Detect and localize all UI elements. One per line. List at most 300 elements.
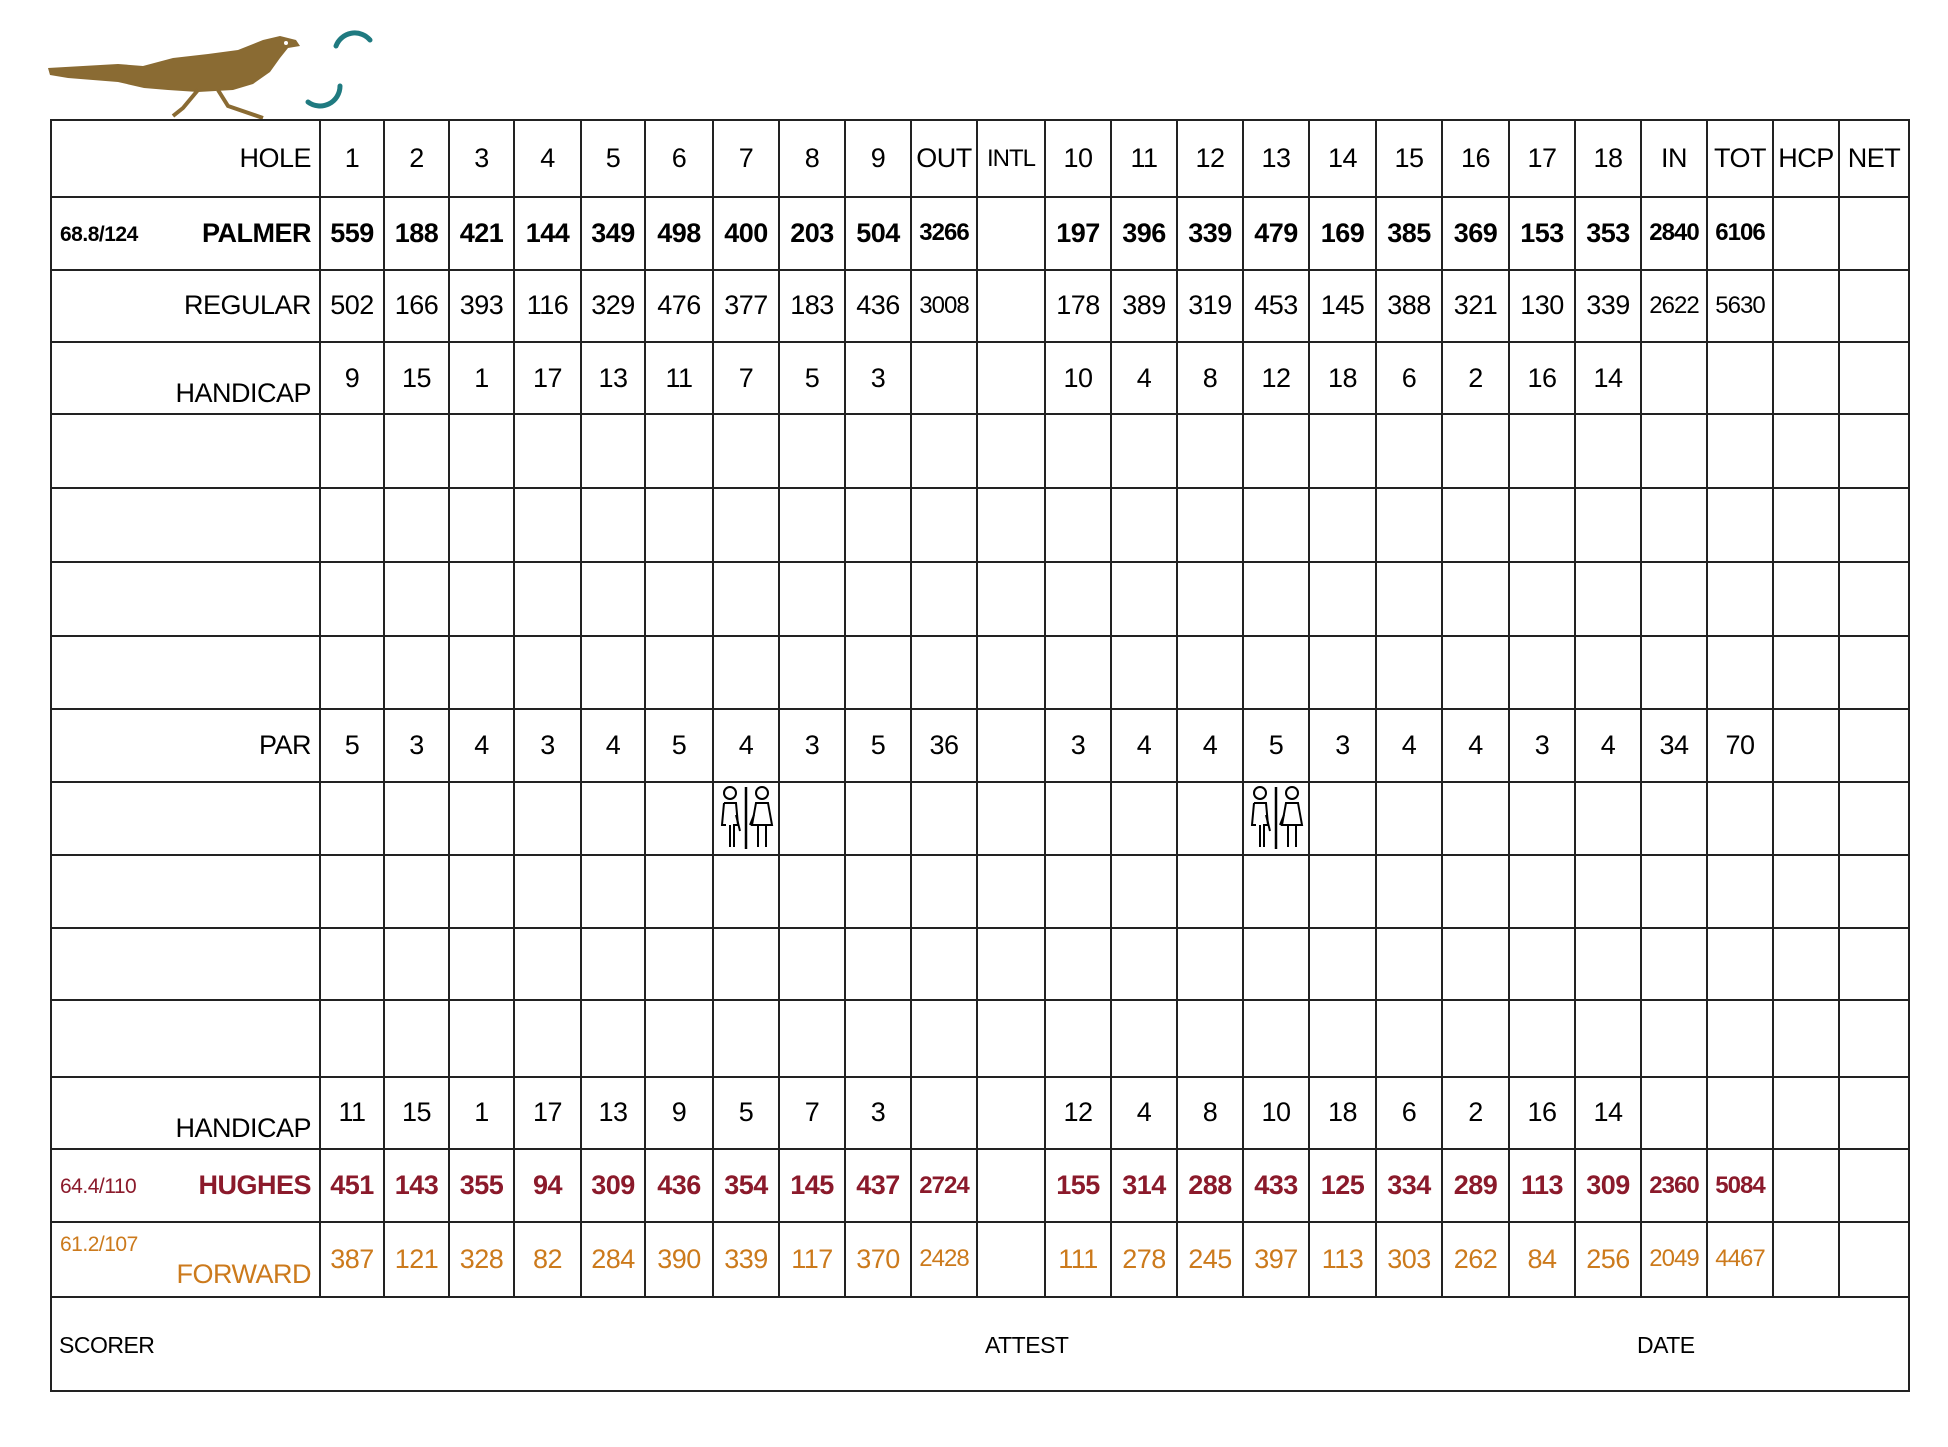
score-cell[interactable]	[845, 855, 911, 928]
score-cell[interactable]	[1111, 1000, 1177, 1076]
score-cell[interactable]	[1309, 562, 1376, 636]
score-cell: 2724	[911, 1149, 977, 1222]
score-cell[interactable]	[911, 782, 977, 855]
row-label: REGULAR	[183, 290, 311, 321]
score-cell[interactable]	[581, 636, 645, 709]
score-cell[interactable]	[384, 562, 449, 636]
score-cell[interactable]	[645, 488, 713, 561]
score-cell[interactable]	[1177, 414, 1243, 488]
score-cell[interactable]	[514, 414, 581, 488]
row-label-cell	[51, 488, 320, 561]
score-cell: 13	[1243, 120, 1309, 197]
score-cell[interactable]	[1376, 488, 1442, 561]
score-cell: 166	[384, 270, 449, 342]
score-cell[interactable]	[1575, 488, 1641, 561]
score-cell[interactable]	[1509, 414, 1575, 488]
score-cell[interactable]	[1707, 636, 1773, 709]
score-cell[interactable]	[1509, 855, 1575, 928]
score-cell[interactable]	[713, 782, 779, 855]
score-cell: 303	[1376, 1222, 1442, 1296]
score-cell[interactable]	[845, 414, 911, 488]
score-cell	[977, 1149, 1045, 1222]
score-cell[interactable]	[1376, 562, 1442, 636]
score-cell: 4	[1376, 709, 1442, 781]
score-cell[interactable]	[1641, 562, 1707, 636]
score-cell: 3	[845, 1077, 911, 1149]
score-cell[interactable]	[581, 488, 645, 561]
score-cell[interactable]	[449, 928, 514, 1000]
score-cell[interactable]	[384, 855, 449, 928]
score-cell[interactable]	[1045, 782, 1111, 855]
score-cell	[1773, 1077, 1839, 1149]
score-cell[interactable]	[1177, 855, 1243, 928]
handicap-row	[51, 1077, 1909, 1149]
score-cell: 393	[449, 270, 514, 342]
score-cell[interactable]	[977, 928, 1045, 1000]
score-cell[interactable]	[1839, 782, 1909, 855]
score-cell[interactable]	[514, 928, 581, 1000]
score-cell[interactable]	[384, 928, 449, 1000]
score-cell: 145	[1309, 270, 1376, 342]
score-cell: 3	[514, 709, 581, 781]
score-cell[interactable]	[1243, 1000, 1309, 1076]
score-cell[interactable]	[1177, 636, 1243, 709]
score-cell: 479	[1243, 197, 1309, 269]
score-cell[interactable]	[1376, 414, 1442, 488]
regular-tee-row	[51, 270, 1909, 342]
score-cell[interactable]	[1376, 782, 1442, 855]
palmer-tee-row	[51, 197, 1909, 269]
score-cell[interactable]	[384, 414, 449, 488]
score-cell: 18	[1575, 120, 1641, 197]
score-cell[interactable]	[384, 1000, 449, 1076]
score-cell: 2	[1442, 342, 1509, 414]
score-cell[interactable]	[449, 414, 514, 488]
score-cell: 389	[1111, 270, 1177, 342]
score-cell[interactable]	[1177, 782, 1243, 855]
score-cell[interactable]	[1509, 1000, 1575, 1076]
row-label-cell	[51, 120, 320, 197]
score-cell[interactable]	[1509, 782, 1575, 855]
score-cell[interactable]	[1641, 1000, 1707, 1076]
score-cell: OUT	[911, 120, 977, 197]
score-cell[interactable]	[1773, 855, 1839, 928]
roadrunner-leg	[173, 90, 263, 118]
score-cell[interactable]	[1376, 1000, 1442, 1076]
score-cell	[1839, 709, 1909, 781]
score-cell[interactable]	[1309, 782, 1376, 855]
row-label-cell	[51, 636, 320, 709]
logo-arc-bottom	[308, 86, 340, 106]
score-cell[interactable]	[320, 414, 384, 488]
score-cell[interactable]	[384, 782, 449, 855]
score-cell[interactable]	[911, 488, 977, 561]
score-cell[interactable]	[449, 855, 514, 928]
hole-row	[51, 120, 1909, 197]
score-cell: 9	[645, 1077, 713, 1149]
score-cell[interactable]	[514, 488, 581, 561]
score-cell[interactable]	[1243, 928, 1309, 1000]
score-cell[interactable]	[1177, 562, 1243, 636]
score-cell[interactable]	[1309, 636, 1376, 709]
score-cell[interactable]	[320, 1000, 384, 1076]
score-cell[interactable]	[1111, 928, 1177, 1000]
score-cell: 130	[1509, 270, 1575, 342]
score-cell[interactable]	[779, 782, 845, 855]
score-cell[interactable]	[779, 636, 845, 709]
score-cell[interactable]	[1442, 488, 1509, 561]
score-cell[interactable]	[779, 414, 845, 488]
score-cell: 36	[911, 709, 977, 781]
score-cell[interactable]	[1309, 414, 1376, 488]
score-cell[interactable]	[1707, 855, 1773, 928]
score-cell[interactable]	[1177, 488, 1243, 561]
score-cell: 288	[1177, 1149, 1243, 1222]
score-cell[interactable]	[1707, 928, 1773, 1000]
score-cell[interactable]	[1243, 782, 1309, 855]
score-cell[interactable]	[1376, 855, 1442, 928]
score-cell: 10	[1045, 120, 1111, 197]
score-cell[interactable]	[977, 855, 1045, 928]
score-cell	[1773, 1149, 1839, 1222]
score-cell[interactable]	[977, 636, 1045, 709]
score-cell[interactable]	[977, 414, 1045, 488]
score-cell[interactable]	[1641, 855, 1707, 928]
score-cell[interactable]	[1442, 414, 1509, 488]
signature-row	[51, 1297, 1909, 1391]
score-cell: 3	[384, 709, 449, 781]
score-cell[interactable]	[1641, 782, 1707, 855]
score-cell[interactable]	[581, 414, 645, 488]
score-cell[interactable]	[845, 928, 911, 1000]
score-cell[interactable]	[1442, 1000, 1509, 1076]
score-cell	[1839, 1222, 1909, 1296]
score-cell[interactable]	[911, 636, 977, 709]
score-cell[interactable]	[514, 782, 581, 855]
score-cell	[1839, 1077, 1909, 1149]
row-label-cell	[51, 342, 320, 414]
score-cell	[1839, 1149, 1909, 1222]
score-cell[interactable]	[1773, 562, 1839, 636]
score-cell: 17	[514, 1077, 581, 1149]
score-cell[interactable]	[911, 855, 977, 928]
score-cell[interactable]	[581, 782, 645, 855]
score-cell: 3	[1045, 709, 1111, 781]
score-cell[interactable]	[1309, 488, 1376, 561]
score-cell: 245	[1177, 1222, 1243, 1296]
score-cell[interactable]	[449, 636, 514, 709]
score-cell[interactable]	[1839, 855, 1909, 928]
score-cell[interactable]	[1839, 928, 1909, 1000]
score-cell[interactable]	[1442, 562, 1509, 636]
score-cell[interactable]	[845, 1000, 911, 1076]
score-cell[interactable]	[1773, 414, 1839, 488]
score-cell[interactable]	[1243, 562, 1309, 636]
score-cell[interactable]	[1773, 928, 1839, 1000]
score-cell: 18	[1309, 1077, 1376, 1149]
score-cell[interactable]	[514, 855, 581, 928]
score-cell: 4	[581, 709, 645, 781]
score-cell: 436	[645, 1149, 713, 1222]
score-cell[interactable]	[1707, 414, 1773, 488]
score-cell: 94	[514, 1149, 581, 1222]
score-cell: 5	[779, 342, 845, 414]
score-cell[interactable]	[1839, 562, 1909, 636]
course-rating: 61.2/107	[60, 1233, 138, 1257]
score-cell: 377	[713, 270, 779, 342]
score-row	[51, 562, 1909, 636]
score-cell[interactable]	[645, 636, 713, 709]
score-cell[interactable]	[911, 562, 977, 636]
score-cell[interactable]	[779, 1000, 845, 1076]
score-cell: 5084	[1707, 1149, 1773, 1222]
row-label-cell	[51, 855, 320, 928]
score-cell[interactable]	[320, 855, 384, 928]
score-cell[interactable]	[320, 488, 384, 561]
score-cell[interactable]	[1575, 928, 1641, 1000]
score-cell[interactable]	[779, 928, 845, 1000]
score-cell[interactable]	[1509, 928, 1575, 1000]
roadrunner-eye	[284, 41, 288, 45]
score-cell[interactable]	[320, 636, 384, 709]
score-cell[interactable]	[1376, 928, 1442, 1000]
score-cell[interactable]	[1442, 928, 1509, 1000]
score-cell: 1	[320, 120, 384, 197]
score-cell: 278	[1111, 1222, 1177, 1296]
score-cell[interactable]	[1641, 636, 1707, 709]
score-cell: 3	[779, 709, 845, 781]
score-cell[interactable]	[977, 562, 1045, 636]
score-cell[interactable]	[713, 636, 779, 709]
score-cell[interactable]	[1575, 855, 1641, 928]
score-cell[interactable]	[713, 488, 779, 561]
score-cell: 16	[1442, 120, 1509, 197]
score-cell[interactable]	[1111, 488, 1177, 561]
score-cell: 4	[1111, 1077, 1177, 1149]
course-rating: 68.8/124	[60, 222, 138, 246]
score-cell[interactable]	[1641, 928, 1707, 1000]
score-cell: 14	[1309, 120, 1376, 197]
score-cell[interactable]	[1575, 414, 1641, 488]
row-label-cell	[51, 197, 320, 269]
score-cell: 7	[779, 1077, 845, 1149]
score-cell[interactable]	[1243, 855, 1309, 928]
score-cell[interactable]	[1376, 636, 1442, 709]
score-cell[interactable]	[384, 636, 449, 709]
score-cell[interactable]	[1773, 782, 1839, 855]
score-cell[interactable]	[1309, 1000, 1376, 1076]
score-cell[interactable]	[449, 488, 514, 561]
row-label-cell	[51, 1222, 320, 1296]
score-cell[interactable]	[779, 488, 845, 561]
score-cell[interactable]	[1177, 928, 1243, 1000]
score-cell: 385	[1376, 197, 1442, 269]
score-cell[interactable]	[1177, 1000, 1243, 1076]
score-cell[interactable]	[514, 1000, 581, 1076]
score-cell: 1	[449, 342, 514, 414]
score-cell[interactable]	[645, 562, 713, 636]
score-cell: 5630	[1707, 270, 1773, 342]
score-cell[interactable]	[1575, 782, 1641, 855]
score-cell: 354	[713, 1149, 779, 1222]
score-cell[interactable]	[1773, 636, 1839, 709]
row-label-cell	[51, 562, 320, 636]
score-cell[interactable]	[1641, 488, 1707, 561]
score-cell[interactable]	[581, 855, 645, 928]
score-cell[interactable]	[779, 855, 845, 928]
score-cell[interactable]	[1641, 414, 1707, 488]
score-cell[interactable]	[1773, 1000, 1839, 1076]
score-cell: 314	[1111, 1149, 1177, 1222]
score-cell[interactable]	[1839, 488, 1909, 561]
score-cell[interactable]	[449, 1000, 514, 1076]
score-cell[interactable]	[645, 782, 713, 855]
score-cell[interactable]	[514, 636, 581, 709]
score-cell[interactable]	[1575, 636, 1641, 709]
score-cell[interactable]	[713, 562, 779, 636]
score-cell[interactable]	[1045, 414, 1111, 488]
score-cell[interactable]	[645, 414, 713, 488]
score-cell: 144	[514, 197, 581, 269]
attest-label: ATTEST	[985, 1331, 1069, 1358]
score-cell[interactable]	[320, 928, 384, 1000]
score-cell: NET	[1839, 120, 1909, 197]
score-cell[interactable]	[845, 488, 911, 561]
score-cell[interactable]	[1575, 562, 1641, 636]
score-cell: 70	[1707, 709, 1773, 781]
score-cell: 4	[1177, 709, 1243, 781]
score-cell: 178	[1045, 270, 1111, 342]
score-cell: 421	[449, 197, 514, 269]
score-cell[interactable]	[449, 562, 514, 636]
score-cell[interactable]	[1707, 782, 1773, 855]
score-cell[interactable]	[1111, 414, 1177, 488]
score-cell: 2840	[1641, 197, 1707, 269]
score-cell: 169	[1309, 197, 1376, 269]
score-cell[interactable]	[845, 562, 911, 636]
score-cell[interactable]	[581, 562, 645, 636]
score-cell[interactable]	[1839, 636, 1909, 709]
score-cell: 145	[779, 1149, 845, 1222]
score-cell: 437	[845, 1149, 911, 1222]
score-cell[interactable]	[1111, 636, 1177, 709]
score-cell[interactable]	[977, 782, 1045, 855]
score-cell[interactable]	[1509, 488, 1575, 561]
score-cell[interactable]	[1442, 782, 1509, 855]
score-cell[interactable]	[1111, 855, 1177, 928]
score-cell[interactable]	[713, 855, 779, 928]
score-cell[interactable]	[320, 782, 384, 855]
score-cell	[977, 270, 1045, 342]
score-cell[interactable]	[911, 414, 977, 488]
score-cell: 256	[1575, 1222, 1641, 1296]
score-cell: 12	[1243, 342, 1309, 414]
score-cell[interactable]	[977, 488, 1045, 561]
score-cell[interactable]	[1045, 488, 1111, 561]
score-cell[interactable]	[911, 1000, 977, 1076]
score-cell: 16	[1509, 1077, 1575, 1149]
score-cell[interactable]	[977, 1000, 1045, 1076]
score-cell[interactable]	[713, 1000, 779, 1076]
score-cell[interactable]	[1045, 1000, 1111, 1076]
score-cell[interactable]	[1045, 855, 1111, 928]
score-cell: 18	[1309, 342, 1376, 414]
score-cell[interactable]	[1773, 488, 1839, 561]
score-cell[interactable]	[1111, 782, 1177, 855]
score-cell[interactable]	[1707, 562, 1773, 636]
score-cell[interactable]	[645, 855, 713, 928]
score-cell[interactable]	[581, 1000, 645, 1076]
score-cell[interactable]	[1839, 414, 1909, 488]
score-cell	[911, 342, 977, 414]
score-cell: 3	[449, 120, 514, 197]
score-cell[interactable]	[581, 928, 645, 1000]
score-cell[interactable]	[1707, 488, 1773, 561]
score-cell[interactable]	[645, 928, 713, 1000]
score-cell: 2428	[911, 1222, 977, 1296]
score-cell[interactable]	[320, 562, 384, 636]
score-cell[interactable]	[1045, 928, 1111, 1000]
score-cell[interactable]	[1442, 855, 1509, 928]
score-cell[interactable]	[514, 562, 581, 636]
score-cell[interactable]	[1243, 636, 1309, 709]
score-cell[interactable]	[1111, 562, 1177, 636]
score-cell[interactable]	[1575, 1000, 1641, 1076]
score-cell: 111	[1045, 1222, 1111, 1296]
score-cell: 319	[1177, 270, 1243, 342]
score-cell: 4	[713, 709, 779, 781]
score-cell[interactable]	[1707, 1000, 1773, 1076]
score-cell	[977, 342, 1045, 414]
score-cell: 121	[384, 1222, 449, 1296]
score-cell[interactable]	[713, 414, 779, 488]
score-cell: 10	[1045, 342, 1111, 414]
score-cell[interactable]	[1309, 855, 1376, 928]
score-cell: 4	[1111, 342, 1177, 414]
score-cell[interactable]	[713, 928, 779, 1000]
score-cell[interactable]	[845, 636, 911, 709]
score-cell[interactable]	[1243, 488, 1309, 561]
score-cell[interactable]	[1309, 928, 1376, 1000]
score-cell	[1773, 197, 1839, 269]
score-cell[interactable]	[384, 488, 449, 561]
score-cell: 397	[1243, 1222, 1309, 1296]
score-cell	[1839, 197, 1909, 269]
score-cell[interactable]	[1243, 414, 1309, 488]
score-cell: 16	[1509, 342, 1575, 414]
score-cell[interactable]	[1509, 562, 1575, 636]
score-cell	[1707, 1077, 1773, 1149]
score-row	[51, 414, 1909, 488]
score-cell[interactable]	[845, 782, 911, 855]
row-label: PALMER	[202, 217, 311, 248]
score-cell: 7	[713, 342, 779, 414]
score-cell[interactable]	[1442, 636, 1509, 709]
score-cell[interactable]	[779, 562, 845, 636]
score-cell[interactable]	[1839, 1000, 1909, 1076]
signature-cell	[51, 1297, 1909, 1391]
score-cell[interactable]	[1045, 562, 1111, 636]
score-cell[interactable]	[1509, 636, 1575, 709]
score-cell[interactable]	[449, 782, 514, 855]
score-cell[interactable]	[1045, 636, 1111, 709]
score-cell[interactable]	[911, 928, 977, 1000]
score-cell: 8	[1177, 342, 1243, 414]
score-cell[interactable]	[645, 1000, 713, 1076]
score-cell: 284	[581, 1222, 645, 1296]
score-cell: 82	[514, 1222, 581, 1296]
course-rating: 64.4/110	[60, 1174, 137, 1198]
